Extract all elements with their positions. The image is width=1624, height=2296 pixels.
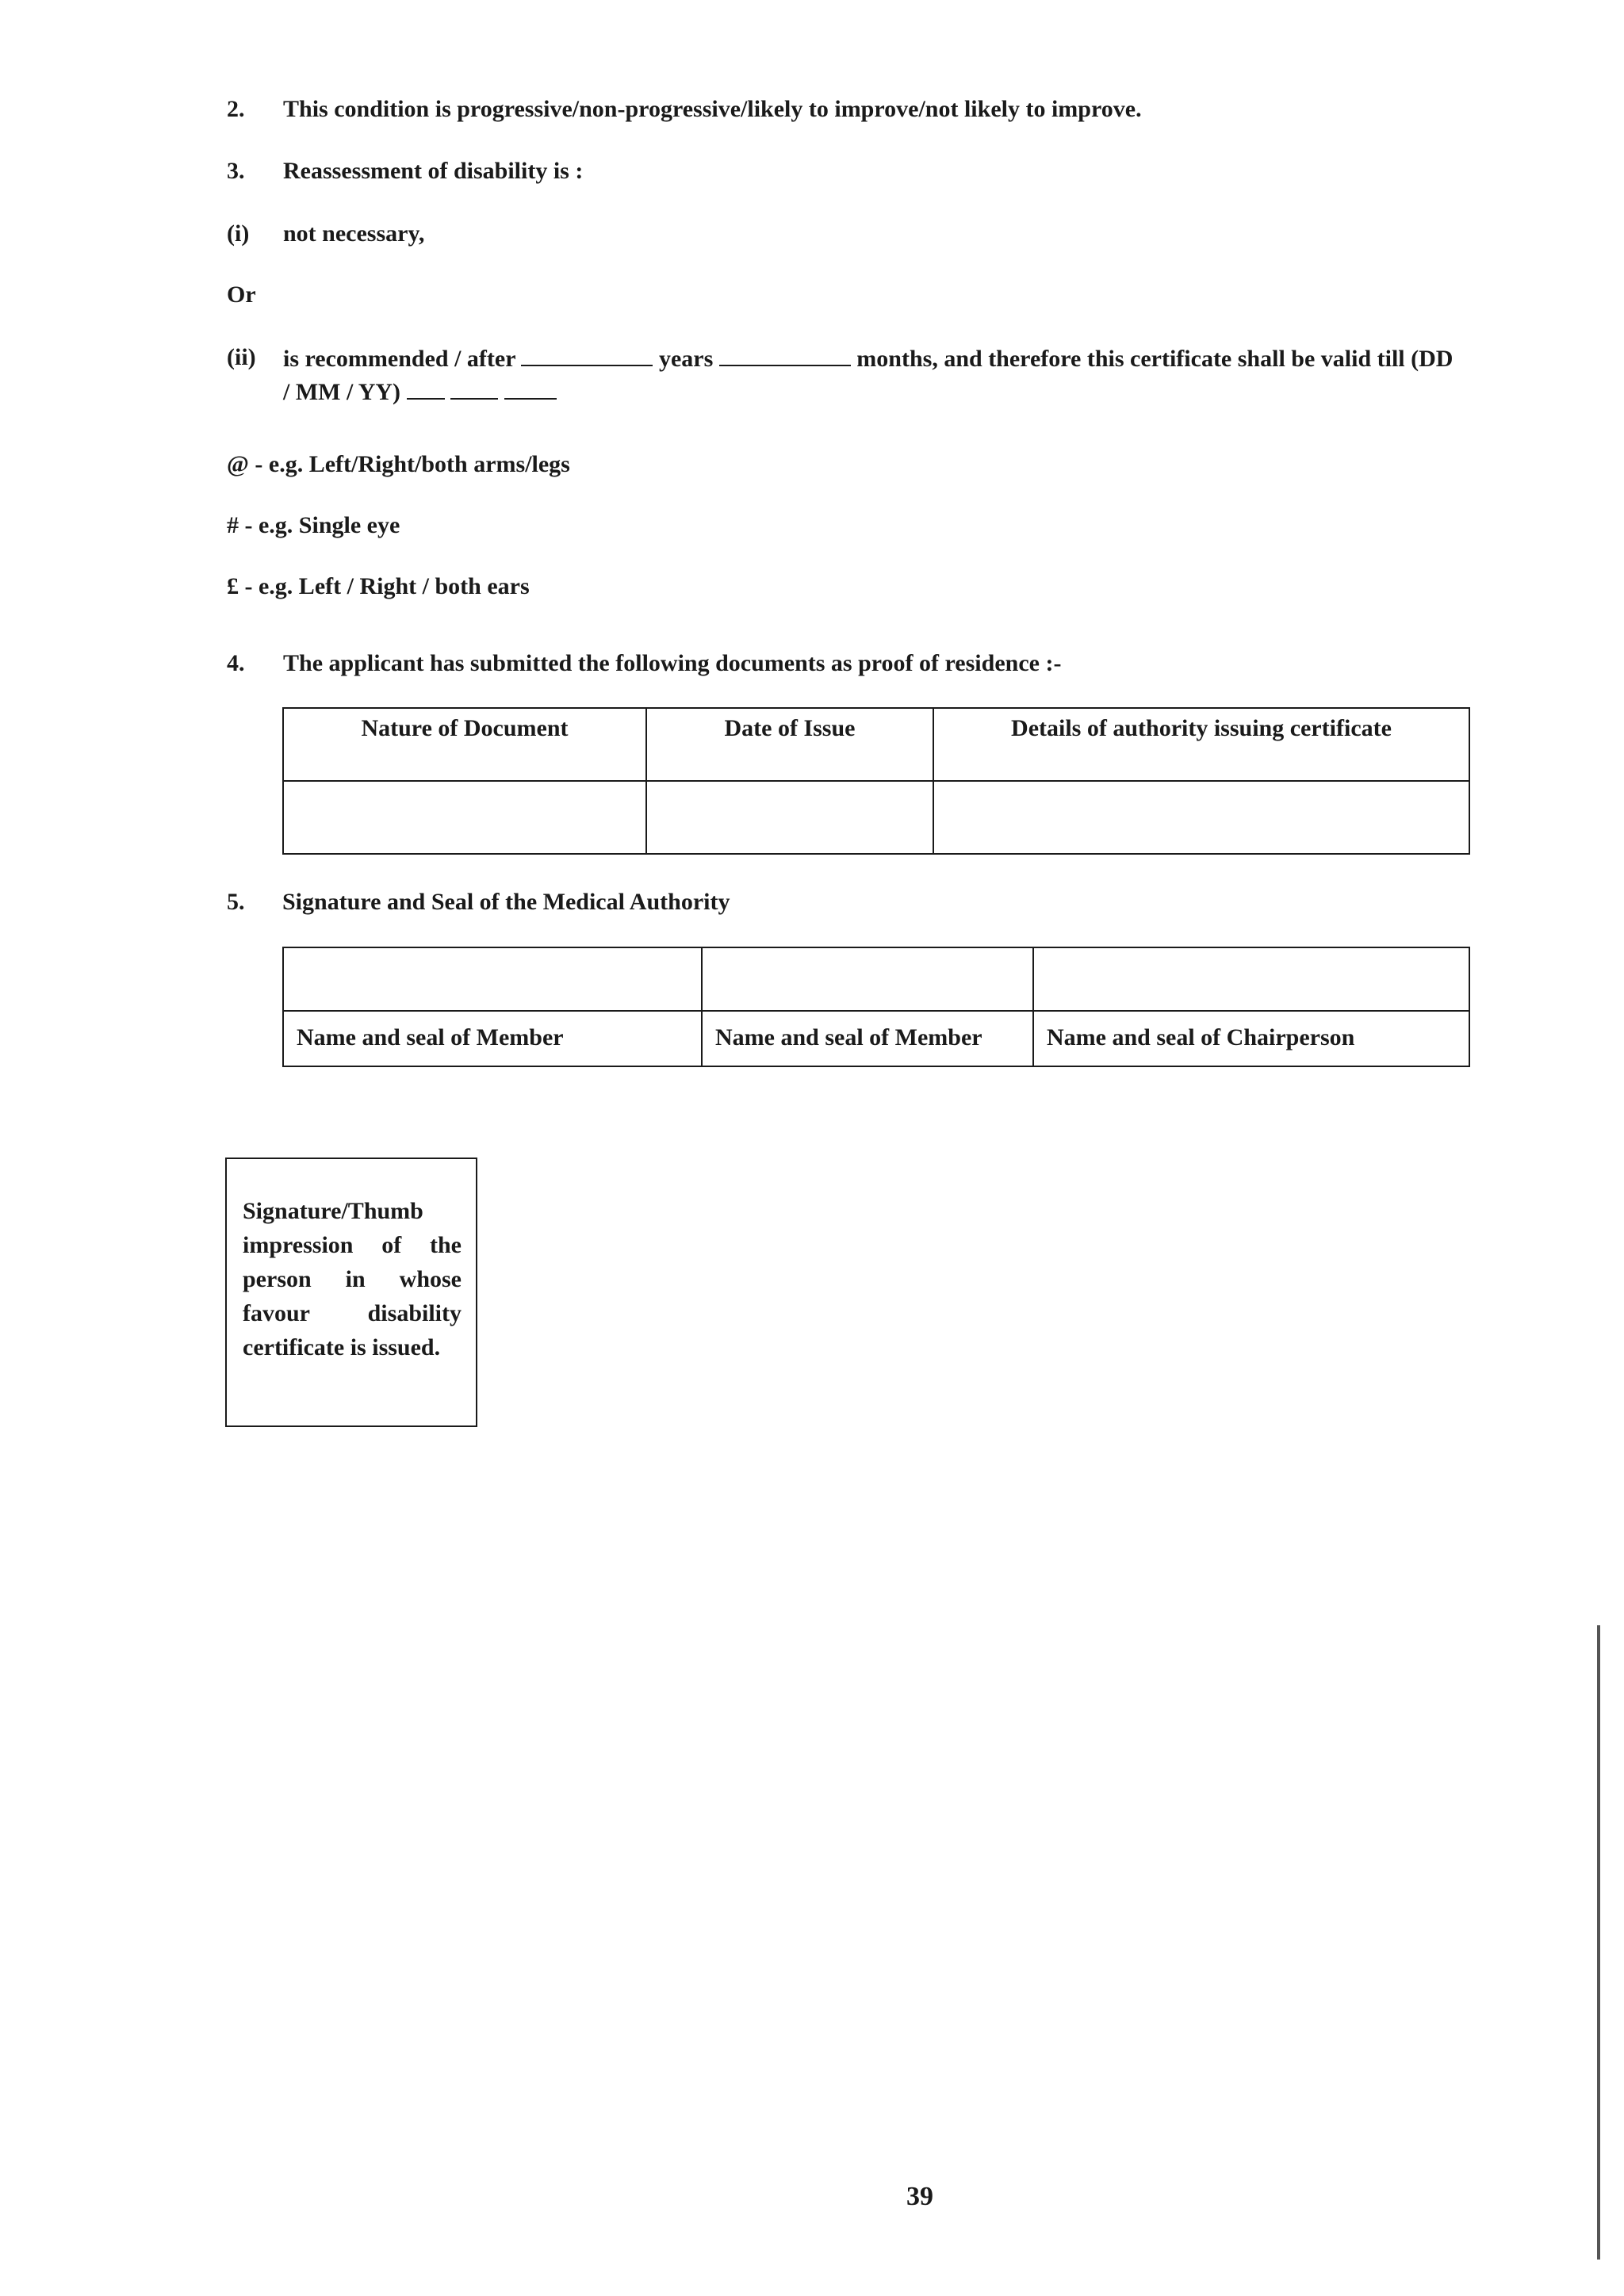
item-3-text: Reassessment of disability is : [283, 158, 584, 184]
valid-mm-blank[interactable] [450, 374, 498, 400]
documents-table-row [283, 781, 1469, 854]
documents-table [282, 707, 1470, 855]
years-blank[interactable] [521, 341, 653, 366]
member-2-label: Name and seal of Member [702, 1011, 1033, 1066]
thumb-impression-text: Signature/Thumb impression of the person in whose favour disability certificate is issued. [243, 1198, 462, 1360]
item-4-number: 4. [227, 650, 245, 676]
chairperson-signature-cell[interactable] [1033, 947, 1469, 1011]
header-nature-of-document: Nature of Document [283, 708, 646, 781]
page-number: 39 [906, 2182, 933, 2211]
option-ii-part-2: years [658, 346, 714, 372]
signature-row [283, 947, 1469, 1011]
scan-edge-line [1597, 1625, 1600, 2260]
option-ii-part-3: months, and therefore this certificate shall be valid till (DD [856, 346, 1454, 372]
note-arms-legs: @ - e.g. Left/Right/both arms/legs [227, 451, 570, 477]
member-1-signature-cell[interactable] [283, 947, 702, 1011]
chairperson-label: Name and seal of Chairperson [1033, 1011, 1469, 1066]
note-ears: £ - e.g. Left / Right / both ears [227, 573, 530, 599]
option-ii-number: (ii) [227, 344, 256, 370]
member-1-label: Name and seal of Member [283, 1011, 702, 1066]
signature-label-row [283, 1011, 1469, 1066]
issuing-authority-cell[interactable] [933, 781, 1469, 854]
item-4-text: The applicant has submitted the following documents as proof of residence :- [283, 650, 1062, 676]
valid-dd-blank[interactable] [407, 374, 445, 400]
signature-table [282, 947, 1470, 1067]
header-date-of-issue: Date of Issue [646, 708, 933, 781]
months-blank[interactable] [719, 341, 851, 366]
thumb-impression-box[interactable] [225, 1158, 477, 1427]
date-of-issue-cell[interactable] [646, 781, 933, 854]
member-2-signature-cell[interactable] [702, 947, 1033, 1011]
item-3-number: 3. [227, 158, 245, 184]
nature-of-document-cell[interactable] [283, 781, 646, 854]
item-5-number: 5. [227, 889, 245, 915]
option-i-text: not necessary, [283, 220, 425, 247]
item-5-text: Signature and Seal of the Medical Authority [282, 889, 730, 915]
item-2-text: This condition is progressive/non-progressive/likely to improve/not likely to improve. [283, 96, 1142, 122]
note-single-eye: # - e.g. Single eye [227, 512, 400, 538]
or-label: Or [227, 281, 256, 308]
header-issuing-authority: Details of authority issuing certificate [933, 708, 1469, 781]
documents-table-header [283, 708, 1469, 781]
valid-yy-blank[interactable] [504, 374, 557, 400]
option-ii-part-1: is recommended / after [283, 346, 515, 372]
option-i-number: (i) [227, 220, 250, 247]
item-2-number: 2. [227, 96, 245, 122]
option-ii-line-2 [283, 374, 557, 409]
option-ii-part-4: / MM / YY) [283, 379, 401, 405]
option-ii-line-1 [283, 341, 1453, 376]
